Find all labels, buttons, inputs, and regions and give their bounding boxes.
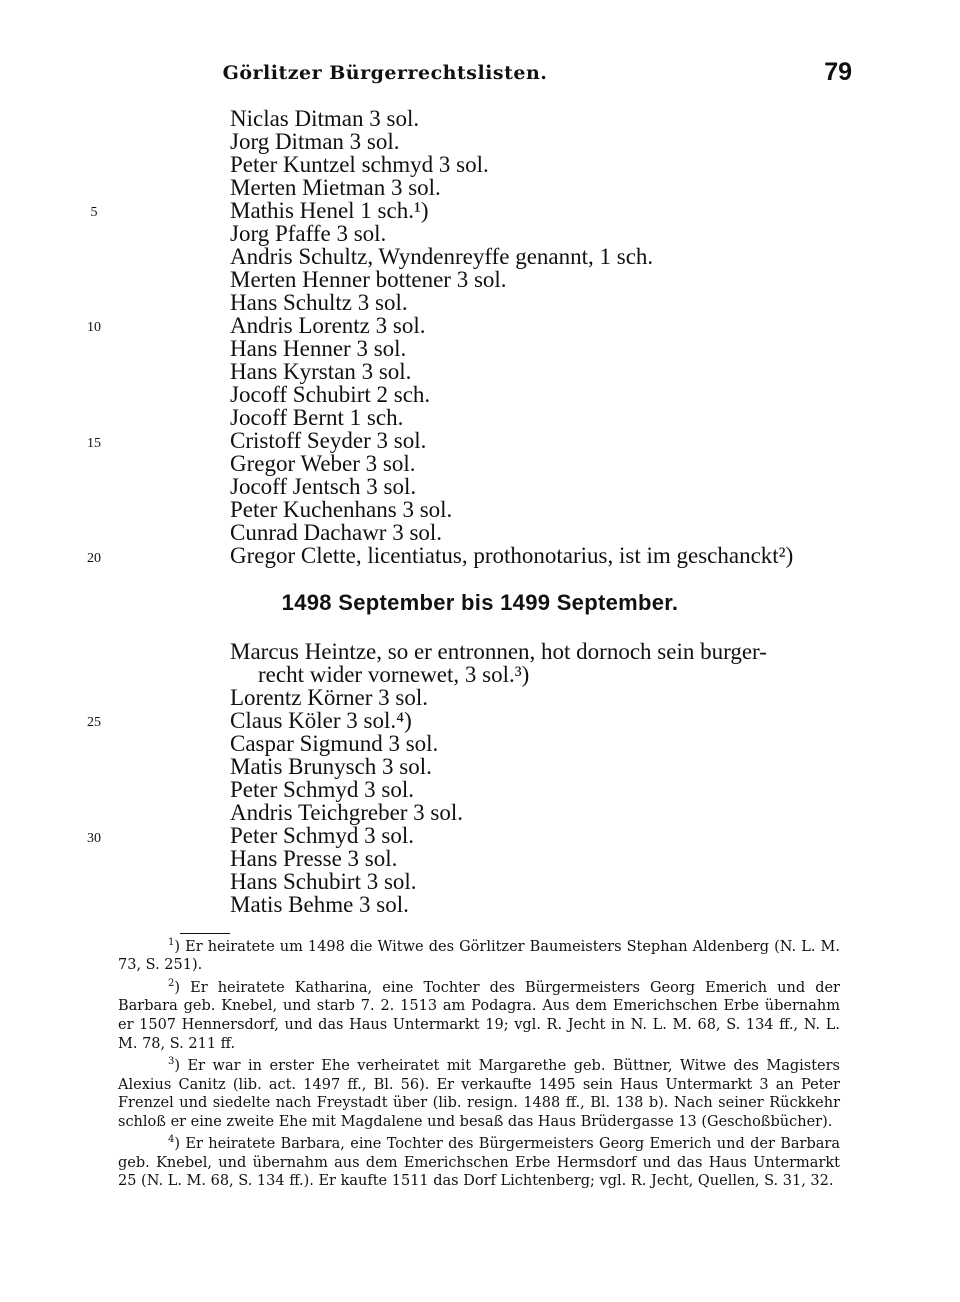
- list-item: Peter Schmyd 3 sol.: [230, 823, 414, 848]
- list-item: Cunrad Dachawr 3 sol.: [230, 520, 443, 545]
- list-item: Hans Schubirt 3 sol.: [230, 869, 417, 894]
- page-number: 79: [824, 58, 852, 86]
- footnote: [118, 1131, 840, 1191]
- list-item: Andris Lorentz 3 sol.: [230, 313, 426, 338]
- list-item: Hans Presse 3 sol.: [230, 846, 398, 871]
- list-item: Jocoff Schubirt 2 sch.: [230, 382, 431, 407]
- entry-first-line: Marcus Heintze, so er entronnen, hot dornoch sein burger-: [230, 639, 767, 664]
- list-item: Mathis Henel 1 sch.¹): [230, 198, 429, 223]
- footnote: [118, 1053, 840, 1131]
- section-heading: 1498 September bis 1499 September.: [281, 590, 679, 615]
- list-item: Niclas Ditman 3 sol.: [230, 106, 420, 131]
- list-item: Hans Kyrstan 3 sol.: [230, 359, 412, 384]
- list-item: Claus Köler 3 sol.⁴): [230, 708, 412, 733]
- list-item: Jorg Pfaffe 3 sol.: [230, 221, 387, 246]
- list-item: Peter Kuntzel schmyd 3 sol.: [230, 152, 489, 177]
- list-item: Merten Mietman 3 sol.: [230, 175, 441, 200]
- footnote-mark: 3: [168, 1056, 175, 1068]
- list-item: Peter Kuchenhans 3 sol.: [230, 497, 453, 522]
- list-item: Peter Schmyd 3 sol.: [230, 777, 414, 802]
- line-number: 25: [87, 715, 101, 730]
- footnote-mark: 1: [168, 937, 175, 948]
- line-number: 15: [87, 436, 101, 451]
- footnote-text: ) Er heiratete um 1498 die Witwe des Görlitzer Baumeisters Stephan Aldenberg (N. L. M. 73, S. 251).: [118, 938, 840, 974]
- entry-continuation: recht wider vornewet, 3 sol.³): [258, 662, 530, 687]
- list-item: Jorg Ditman 3 sol.: [230, 129, 400, 154]
- list-item: Matis Brunysch 3 sol.: [230, 754, 432, 779]
- list-item: Merten Henner bottener 3 sol.: [230, 267, 507, 292]
- list-item-long: [230, 640, 842, 686]
- list-item: Gregor Weber 3 sol.: [230, 451, 416, 476]
- list-item: Hans Henner 3 sol.: [230, 336, 407, 361]
- line-number: 10: [87, 320, 101, 335]
- footnote-text: ) Er war in erster Ehe verheiratet mit Margarethe geb. Büttner, Witwe des Magisters Alexius Canitz (lib. act. 1497 ff., Bl. 56). Er verkaufte 1495 sein Haus Untermarkt 3 an Peter Frenzel und siedelte nach Freystadt über (lib. resign. 1488 ff., Bl. 138 b). Nach seiner Rückkehr schloß er eine zweite Ehe mit Magdalene und besaß das Haus Brüdergasse 13 (Geschoßbücher).: [118, 1058, 840, 1130]
- footnote: [118, 975, 840, 1053]
- list-item: Lorentz Körner 3 sol.: [230, 685, 428, 710]
- footnotes: [118, 934, 840, 1191]
- list-item: Andris Schultz, Wyndenreyffe genannt, 1 sch.: [230, 244, 654, 269]
- list-item: Matis Behme 3 sol.: [230, 892, 409, 917]
- footnote-text: ) Er heiratete Barbara, eine Tochter des Bürgermeisters Georg Emerich und der Barbara geb. Knebel, und übernahm aus dem Emerichschen Erbe Hermsdorf und das Haus Untermarkt 25 (N. L. M. 68, S. 134 ff.). Er kaufte 1511 das Dorf Lichtenberg; vgl. R. Jecht, Quellen, S. 31, 32.: [118, 1136, 840, 1190]
- list-item: Jocoff Bernt 1 sch.: [230, 405, 404, 430]
- list-item: Jocoff Jentsch 3 sol.: [230, 474, 417, 499]
- line-number: 30: [87, 831, 101, 846]
- line-number: 20: [87, 551, 101, 566]
- footnote-mark: 2: [168, 978, 175, 990]
- list-item: Cristoff Seyder 3 sol.: [230, 428, 427, 453]
- footnote: [118, 934, 840, 975]
- list-item: Gregor Clette, licentiatus, prothonotarius, ist im geschanckt²): [230, 543, 794, 568]
- list-item: Andris Teichgreber 3 sol.: [230, 800, 464, 825]
- line-number: 5: [90, 205, 98, 220]
- running-title: Görlitzer Bürgerrechtslisten.: [222, 62, 548, 84]
- footnote-mark: 4: [168, 1134, 175, 1146]
- footnote-text: ) Er heiratete Katharina, eine Tochter des Bürgermeisters Georg Emerich und der Barbara geb. Knebel, und starb 7. 2. 1513 am Podagra. Aus dem Emerichschen Erbe übernahm er 1507 Hennersdorf, und das Haus Untermarkt 19; vgl. R. Jecht in N. L. M. 68, S. 134 ff., N. L. M. 78, S. 211 ff.: [118, 979, 840, 1052]
- list-item: Caspar Sigmund 3 sol.: [230, 731, 439, 756]
- list-item: Hans Schultz 3 sol.: [230, 290, 408, 315]
